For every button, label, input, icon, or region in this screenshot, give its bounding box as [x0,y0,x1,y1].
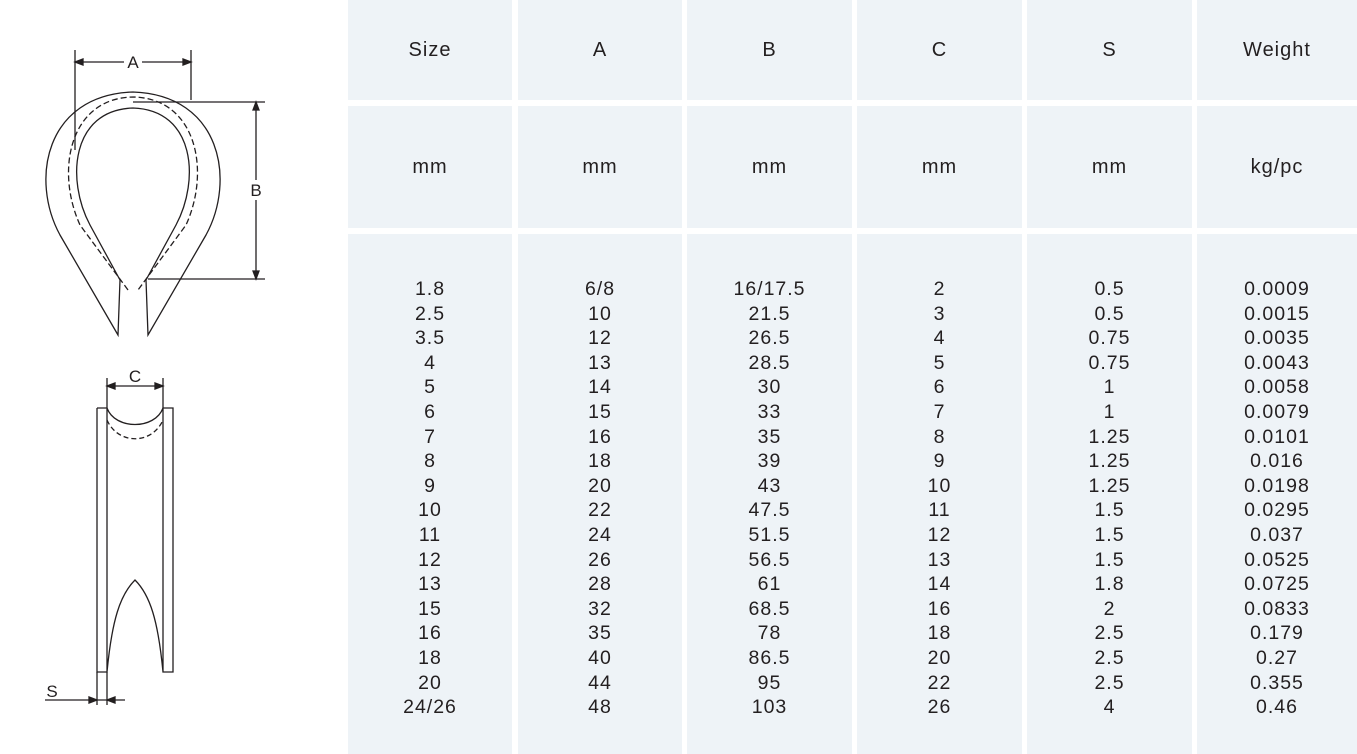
thimble-inner-groove [69,97,198,290]
table-cell: 11 [928,499,951,522]
table-cell: 1.5 [1094,548,1125,571]
table-cell: 0.0009 [1244,278,1310,300]
table-cell: 48 [588,696,612,719]
table-cell: 0.0015 [1244,302,1310,325]
table-cell: 1.8 [414,278,446,300]
table-cell: 33 [757,400,782,423]
table-cell: 6 [424,400,436,423]
table-cell: 16/17.5 [733,278,806,300]
table-cell: 78 [757,622,782,645]
table-cell: 7 [933,400,946,423]
table-cell: 14 [927,573,952,596]
table-cell: 39 [757,450,782,473]
table-cell: 2.5 [1094,646,1125,669]
table-cell: 2.5 [1094,622,1125,645]
table-cell: 68.5 [748,597,791,620]
column-unit: kg/pc [1197,106,1357,228]
table-cell: 4 [1103,696,1116,719]
table-cell: 26.5 [748,327,791,350]
table-cell: 18 [927,622,952,645]
table-cell: 0.46 [1256,696,1298,719]
table-cell: 12 [588,327,612,350]
table-cell: 0.75 [1088,327,1131,350]
table-cell: 51.5 [748,523,791,546]
table-cell: 9 [933,450,946,473]
thimble-side-view [97,408,173,672]
table-cell: 4 [933,327,946,350]
table-cell: 0.0725 [1244,573,1310,596]
table-cell: 1.5 [1094,499,1125,522]
table-cell: 86.5 [748,646,791,669]
table-cell: 32 [588,597,612,620]
table-cell: 8 [424,450,436,473]
table-cell: 6/8 [584,278,616,300]
table-cell: 12 [927,523,952,546]
thimble-outer-outline [46,92,220,335]
table-cell: 8 [933,425,946,448]
dimension-c-label: C [128,367,142,386]
table-cell: 16 [418,622,442,645]
table-cell: 0.0043 [1244,351,1310,374]
column-header: A [518,0,682,100]
table-cell: 22 [927,671,952,694]
table-cell: 14 [588,376,612,399]
table-cell: 0.355 [1250,671,1304,694]
table-cell: 0.5 [1094,302,1125,325]
table-cell: 35 [588,622,612,645]
table-cell: 24/26 [403,696,457,719]
table-cell: 0.27 [1256,646,1298,669]
table-column [1197,0,1357,754]
table-cell: 103 [751,696,788,719]
table-column [687,0,852,754]
table-cell: 35 [757,425,782,448]
table-cell: 10 [927,474,952,497]
table-cell: 15 [418,597,442,620]
table-cell: 4 [424,351,436,374]
table-cell: 24 [588,523,612,546]
table-cell: 7 [424,425,436,448]
table-cell: 11 [418,523,442,546]
table-column [1027,0,1192,754]
column-header: S [1027,0,1192,100]
table-cell: 43 [757,474,782,497]
table-cell: 28 [588,573,612,596]
table-cell: 21.5 [748,302,791,325]
table-cell: 0.0035 [1244,327,1310,350]
table-cell: 5 [424,376,436,399]
column-header: Size [348,0,512,100]
column-values [1027,234,1192,754]
column-header: C [857,0,1022,100]
table-cell: 18 [418,646,442,669]
column-values [1197,234,1357,754]
column-unit: mm [857,106,1022,228]
table-cell: 13 [588,351,612,374]
table-cell: 61 [757,573,782,596]
table-cell: 3 [933,302,946,325]
column-unit: mm [1027,106,1192,228]
dimension-s-label: S [46,682,58,701]
table-cell: 28.5 [748,351,791,374]
table-cell: 1.25 [1088,474,1131,497]
table-cell: 16 [927,597,952,620]
table-cell: 1 [1103,400,1116,423]
dimension-b-label: B [250,181,262,200]
table-cell: 1 [1103,376,1116,399]
table-cell: 40 [588,646,612,669]
column-unit: mm [348,106,512,228]
table-cell: 1.8 [1094,573,1125,596]
table-cell: 6 [933,376,946,399]
table-cell: 26 [927,696,952,719]
thimble-technical-drawing [0,0,345,754]
table-column [518,0,682,754]
table-cell: 1.25 [1088,425,1131,448]
table-cell: 44 [588,671,612,694]
table-cell: 0.0525 [1244,548,1310,571]
table-cell: 9 [424,474,436,497]
table-cell: 20 [418,671,442,694]
table-cell: 0.0101 [1244,425,1310,448]
column-header: Weight [1197,0,1357,100]
table-cell: 18 [588,450,612,473]
table-cell: 2 [1103,597,1116,620]
table-cell: 0.179 [1250,622,1304,645]
table-cell: 0.0079 [1244,400,1310,423]
table-cell: 0.0058 [1244,376,1310,399]
table-cell: 0.0295 [1244,499,1310,522]
table-cell: 1.25 [1088,450,1131,473]
column-unit: mm [518,106,682,228]
table-cell: 20 [927,646,952,669]
table-cell: 1.5 [1094,523,1125,546]
table-cell: 0.5 [1094,278,1125,300]
table-cell: 20 [588,474,612,497]
table-cell: 3.5 [414,327,446,350]
dimension-a-label: A [127,53,139,72]
table-cell: 10 [418,499,442,522]
table-cell: 56.5 [748,548,791,571]
table-cell: 13 [927,548,952,571]
table-cell: 12 [418,548,442,571]
table-cell: 13 [418,573,442,596]
column-unit: mm [687,106,852,228]
table-cell: 95 [757,671,782,694]
table-cell: 5 [933,351,946,374]
table-cell: 22 [588,499,612,522]
table-cell: 0.0198 [1244,474,1310,497]
table-cell: 0.0833 [1244,597,1310,620]
table-cell: 26 [588,548,612,571]
table-cell: 30 [757,376,782,399]
table-cell: 2.5 [1094,671,1125,694]
table-cell: 0.037 [1250,523,1304,546]
table-cell: 0.75 [1088,351,1131,374]
table-cell: 47.5 [748,499,791,522]
table-column [857,0,1022,754]
column-values [857,234,1022,754]
table-cell: 15 [588,400,612,423]
table-cell: 2.5 [414,302,446,325]
table-cell: 2 [933,278,946,300]
column-values [518,234,682,754]
column-values [687,234,852,754]
table-cell: 10 [588,302,612,325]
column-values [348,234,512,754]
table-cell: 16 [588,425,612,448]
table-cell: 0.016 [1250,450,1304,473]
column-header: B [687,0,852,100]
table-column [348,0,512,754]
